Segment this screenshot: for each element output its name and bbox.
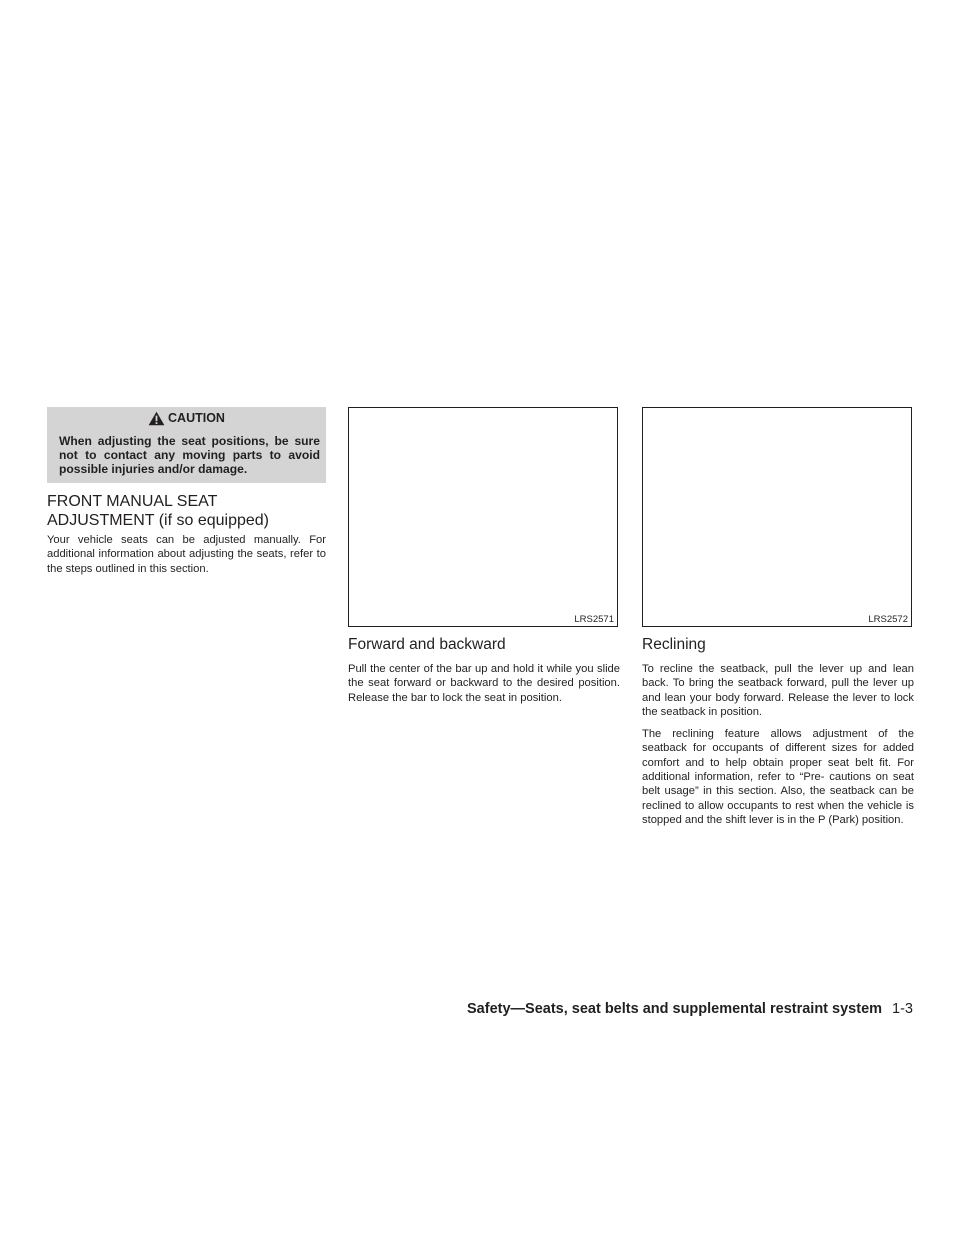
figure-code: LRS2571 <box>574 614 614 625</box>
section-title <box>47 492 326 530</box>
right-column <box>642 407 914 827</box>
reclining-text-1: To recline the seatback, pull the lever up and lean back. To bring the seatback forward, pull the lever up and lean your body forward. Release the lever to lock the seatback in position. <box>642 663 914 718</box>
figure-forward-backward <box>348 407 618 627</box>
section-intro: Your vehicle seats can be adjusted manually. For additional information about adjusting the seats, refer to the steps outlined in this section. <box>47 534 326 575</box>
forward-backward-text: Pull the center of the bar up and hold it while you slide the seat forward or backward to the desired position. Release the bar to lock the seat in position. <box>348 663 620 704</box>
section-title-line2: ADJUSTMENT (if so equipped) <box>47 512 269 529</box>
left-column <box>47 407 326 576</box>
page-footer <box>467 1001 913 1017</box>
caution-header <box>47 407 326 429</box>
caution-text: When adjusting the seat positions, be sure not to contact any moving parts to avoid possible injuries and/or damage. <box>59 434 320 476</box>
caution-box <box>47 407 326 483</box>
caution-label: CAUTION <box>168 411 225 425</box>
figure-reclining <box>642 407 912 627</box>
middle-column <box>348 407 620 705</box>
figure-code: LRS2572 <box>868 614 908 625</box>
subsection-title-reclining: Reclining <box>642 636 706 653</box>
subsection-title-forward-backward: Forward and backward <box>348 636 506 653</box>
reclining-text-2: The reclining feature allows adjustment of the seatback for occupants of different sizes for added comfort and to help obtain proper seat belt fit. For additional information, refer to “Pre- cautions on seat belt usage” in this section. Also, the seatback can be reclined to allow occupants to rest when the vehicle is stopped and the shift lever is in the P (Park) position. <box>642 728 914 826</box>
page-number: 1-3 <box>892 1001 913 1017</box>
chapter-title: Safety—Seats, seat belts and supplemental restraint system <box>467 1001 883 1017</box>
section-title-line1: FRONT MANUAL SEAT <box>47 493 218 510</box>
warning-icon <box>148 411 165 426</box>
